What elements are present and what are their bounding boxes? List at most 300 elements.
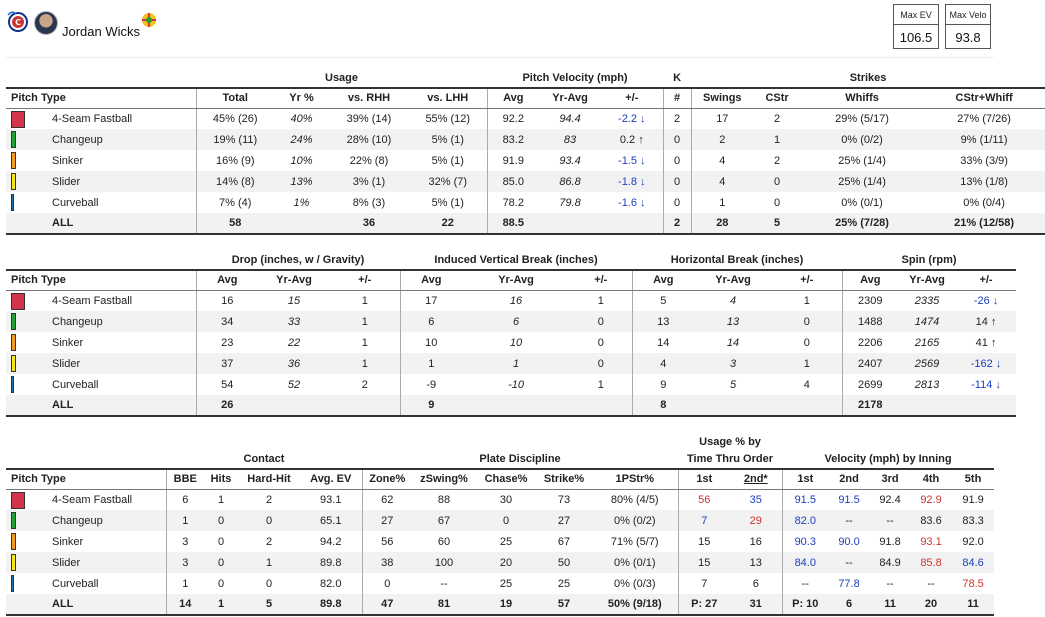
table-row	[6, 374, 1016, 395]
cell-d_diff: 2	[361, 378, 368, 391]
all-cell-yr	[274, 213, 329, 234]
pitch-type-cell	[6, 150, 196, 171]
group-usage: Usage	[325, 72, 359, 84]
pitch-color-swatch	[11, 111, 25, 128]
cell-swings: 17	[691, 108, 753, 129]
col-spin-diff: +/-	[956, 270, 1016, 290]
col-order-2nd: 2nd*	[730, 469, 782, 489]
max-ev-label: Max EV	[900, 10, 932, 20]
cell-o2: 16	[749, 535, 762, 548]
cell-o2: 29	[730, 510, 782, 531]
cell-s_avg: 1488	[842, 311, 898, 332]
cell-strike: 25	[557, 577, 571, 590]
pitch-type-cell	[6, 531, 166, 552]
pitch-type-label: Sinker	[52, 336, 84, 349]
table-row-all	[6, 395, 1016, 416]
cell-k: 0	[663, 171, 691, 192]
cell-zsw: 100	[412, 552, 476, 573]
all-cell-yravg	[539, 213, 601, 234]
cell-i_yr: 6	[462, 311, 570, 332]
pitch-color-swatch	[11, 313, 16, 330]
cell-d_diff: 1	[330, 353, 400, 374]
cell-avg: 91.9	[487, 150, 539, 171]
all-label: ALL	[6, 395, 196, 416]
cell-ev: 89.8	[300, 552, 362, 573]
pitch-type-label: 4-Seam Fastball	[52, 493, 133, 506]
cell-s_diff: 14 ↑	[956, 311, 1016, 332]
cell-o1: 56	[678, 489, 730, 510]
cell-csw: 9% (1/11)	[923, 129, 1045, 150]
cell-h_diff: 0	[803, 336, 810, 349]
badge-icon	[141, 12, 157, 28]
cell-diff: -1.5 ↓	[618, 154, 646, 167]
cell-i_diff: 1	[597, 378, 604, 391]
cell-csw: 27% (7/26)	[957, 112, 1011, 125]
cell-d_yr: 36	[258, 353, 330, 374]
col-inning-2nd: 2nd	[828, 469, 870, 489]
cell-v2: 91.5	[838, 493, 860, 506]
col-vs-rhh: vs. RHH	[329, 88, 409, 108]
cell-swings: 4	[691, 150, 753, 171]
table-row	[6, 531, 994, 552]
all-cell-i_diff	[570, 395, 632, 416]
pitch-type-label: Sinker	[52, 535, 84, 548]
cell-rhh: 3% (1)	[329, 171, 409, 192]
cell-lhh: 55% (12)	[425, 112, 471, 125]
all-cell-hh: 5	[238, 594, 300, 615]
pitch-type-label: Slider	[52, 556, 81, 569]
pitch-type-label: Changeup	[52, 133, 103, 146]
all-cell-cstr: 5	[753, 213, 801, 234]
cell-zone: 38	[362, 552, 412, 573]
all-cell-s_avg: 2178	[842, 395, 898, 416]
cell-v1: 84.0	[782, 552, 828, 573]
cell-hh: 2	[265, 493, 273, 506]
pitch-type-label: Slider	[52, 357, 81, 370]
cell-strike: 27	[536, 510, 592, 531]
pitch-type-cell	[6, 552, 166, 573]
cell-h_diff: 1	[803, 294, 810, 307]
cell-lhh: 5% (1)	[409, 129, 487, 150]
col-hb-avg: Avg	[632, 270, 694, 290]
cell-s_diff: -26 ↓	[973, 294, 999, 307]
cell-i_diff: 1	[597, 294, 604, 307]
table-row	[6, 489, 994, 510]
pitch-type-label: Curveball	[52, 577, 99, 590]
pitch-type-label: 4-Seam Fastball	[52, 294, 133, 307]
cell-v2: --	[828, 552, 870, 573]
all-cell-rhh: 36	[329, 213, 409, 234]
cell-yravg: 93.4	[559, 154, 581, 167]
pitch-type-cell	[6, 290, 196, 311]
cell-h_yr: 13	[694, 311, 772, 332]
cell-yravg: 94.4	[559, 112, 581, 125]
group-velo-by-inning: Velocity (mph) by Inning	[824, 453, 952, 465]
all-cell-avg: 88.5	[487, 213, 539, 234]
col-drop-avg: Avg	[196, 270, 258, 290]
cell-v2: 90.0	[838, 535, 860, 548]
pitch-type-cell	[6, 332, 196, 353]
cell-h_diff: 4	[803, 378, 810, 391]
cell-o2: 13	[730, 552, 782, 573]
cell-s_diff: -114 ↓	[971, 378, 1001, 391]
col-yr-pct: Yr %	[274, 88, 329, 108]
all-cell-total: 58	[196, 213, 274, 234]
cell-bbe: 3	[166, 552, 204, 573]
cell-v3: --	[886, 577, 894, 590]
table-row	[6, 573, 994, 594]
col-order-1st: 1st	[678, 469, 730, 489]
cell-i_diff: 0	[570, 353, 632, 374]
cell-h_diff: 0	[772, 311, 842, 332]
col-1pstr-pct: 1PStr%	[592, 469, 678, 489]
player-name: Jordan Wicks	[62, 24, 141, 39]
cell-diff: -1.6 ↓	[618, 196, 646, 209]
pitch-type-cell	[6, 573, 166, 594]
cell-d_avg: 34	[196, 311, 258, 332]
cell-zsw: 88	[437, 493, 451, 506]
pitch-type-label: Sinker	[52, 154, 84, 167]
group-pitch-velocity: Pitch Velocity (mph)	[522, 72, 628, 84]
pitch-type-label: 4-Seam Fastball	[52, 112, 133, 125]
group-spin: Spin (rpm)	[901, 254, 957, 266]
cell-o2: 35	[749, 493, 762, 506]
col-inning-3rd: 3rd	[870, 469, 910, 489]
cell-total: 16% (9)	[196, 150, 274, 171]
cell-chase: 30	[499, 493, 513, 506]
pitch-type-cell	[6, 192, 196, 213]
all-cell-bbe: 14	[166, 594, 204, 615]
cell-s_yr: 1474	[898, 311, 956, 332]
cell-k: 0	[663, 150, 691, 171]
max-ev-value: 106.5	[899, 30, 933, 45]
cell-d_avg: 37	[196, 353, 258, 374]
all-cell-d_avg: 26	[196, 395, 258, 416]
all-cell-i_yr	[462, 395, 570, 416]
cell-yr: 1%	[293, 196, 310, 209]
table-row	[6, 353, 1016, 374]
cell-p1: 0% (0/2)	[592, 510, 678, 531]
cell-h_yr: 14	[726, 336, 740, 349]
cell-zsw: 67	[412, 510, 476, 531]
cell-d_yr: 15	[287, 294, 301, 307]
col-total: Total	[196, 88, 274, 108]
cell-h_yr: 4	[729, 294, 737, 307]
cell-i_avg: 1	[400, 353, 462, 374]
col-cstr: CStr	[753, 88, 801, 108]
pitch-color-swatch	[11, 355, 16, 372]
cell-v5: 91.9	[962, 493, 984, 506]
group-time-thru-order: Time Thru Order	[687, 453, 774, 465]
cell-diff: 0.2 ↑	[601, 129, 663, 150]
col-velo-avg: Avg	[487, 88, 539, 108]
col-strike-pct: Strike%	[536, 469, 592, 489]
cell-d_avg: 23	[196, 332, 258, 353]
cell-p1: 0% (0/1)	[592, 552, 678, 573]
cell-v5: 83.3	[952, 510, 994, 531]
cell-csw: 33% (3/9)	[960, 154, 1008, 167]
col-whiffs: Whiffs	[801, 88, 923, 108]
cell-d_yr: 33	[258, 311, 330, 332]
table-row-all	[6, 594, 994, 615]
cell-v4: 93.1	[920, 535, 942, 548]
all-cell-v2: 6	[828, 594, 870, 615]
cell-k: 0	[663, 192, 691, 213]
cell-whiffs: 0% (0/2)	[801, 129, 923, 150]
all-cell-lhh: 22	[409, 213, 487, 234]
cell-s_yr: 2335	[914, 294, 940, 307]
group-hbreak: Horizontal Break (inches)	[670, 254, 804, 266]
all-cell-v5: 11	[952, 594, 994, 615]
cell-i_avg: 6	[400, 311, 462, 332]
cell-o1: 7	[678, 510, 730, 531]
cell-i_yr: 10	[509, 336, 523, 349]
cell-h_diff: 1	[772, 353, 842, 374]
col-drop-diff: +/-	[330, 270, 400, 290]
pitch-type-cell	[6, 171, 196, 192]
cell-hh: 2	[265, 535, 273, 548]
cell-strike: 50	[536, 552, 592, 573]
pitch-type-label: Slider	[52, 175, 81, 188]
col-inning-5th: 5th	[952, 469, 994, 489]
movement-spin-table	[6, 249, 1016, 417]
cell-yr: 10%	[290, 154, 313, 167]
group-plate-discipline: Plate Discipline	[479, 453, 561, 465]
group-k: K	[673, 72, 682, 84]
cell-bbe: 3	[166, 531, 204, 552]
cell-i_diff: 0	[570, 311, 632, 332]
cell-yravg: 79.8	[559, 196, 581, 209]
cell-avg: 92.2	[487, 108, 539, 129]
all-cell-v4: 20	[910, 594, 952, 615]
cell-h_yr: 5	[729, 378, 737, 391]
all-cell-s_diff	[956, 395, 1016, 416]
pitch-color-swatch	[11, 492, 25, 509]
cell-s_avg: 2309	[842, 290, 898, 311]
cell-whiffs: 25% (1/4)	[838, 154, 886, 167]
group-usage-by: Usage % by	[699, 436, 761, 448]
col-pitch-type: Pitch Type	[6, 469, 166, 489]
col-csw: CStr+Whiff	[923, 88, 1045, 108]
col-spin-avg: Avg	[842, 270, 898, 290]
col-ivb-diff: +/-	[570, 270, 632, 290]
cell-avg: 78.2	[487, 192, 539, 213]
cell-h_avg: 14	[632, 332, 694, 353]
col-chase-pct: Chase%	[476, 469, 536, 489]
contact-discipline-table	[6, 427, 994, 616]
all-cell-o1: P: 27	[678, 594, 730, 615]
group-drop: Drop (inches, w / Gravity)	[231, 254, 365, 266]
cell-v4: 92.9	[920, 493, 942, 506]
cell-total: 7% (4)	[196, 192, 274, 213]
cell-cstr: 1	[753, 129, 801, 150]
cell-zone: 56	[362, 531, 412, 552]
cell-cstr: 2	[774, 154, 781, 167]
cell-o1: 15	[678, 552, 730, 573]
cell-whiffs: 29% (5/17)	[835, 112, 889, 125]
cell-v3: 92.4	[879, 493, 901, 506]
cell-ev: 93.1	[320, 493, 342, 506]
cell-d_avg: 54	[196, 374, 258, 395]
all-cell-zone: 47	[362, 594, 412, 615]
cell-p1: 71% (5/7)	[610, 535, 659, 548]
cell-s_yr: 2813	[914, 378, 940, 391]
all-cell-v1: P: 10	[782, 594, 828, 615]
cell-v1: 90.3	[782, 531, 828, 552]
pitch-type-cell	[6, 510, 166, 531]
all-cell-s_yr	[898, 395, 956, 416]
cell-hits: 0	[217, 577, 225, 590]
col-zone-pct: Zone%	[362, 469, 412, 489]
cell-v1: 82.0	[782, 510, 828, 531]
all-cell-i_avg: 9	[400, 395, 462, 416]
table-row	[6, 150, 1045, 171]
cell-swings: 4	[691, 171, 753, 192]
cell-h_avg: 9	[632, 374, 694, 395]
cell-strike: 73	[557, 493, 571, 506]
col-avg-ev: Avg. EV	[300, 469, 362, 489]
pitch-color-swatch	[11, 194, 14, 211]
group-ivb: Induced Vertical Break (inches)	[434, 254, 598, 266]
cell-s_avg: 2699	[842, 374, 898, 395]
all-cell-whiffs: 25% (7/28)	[801, 213, 923, 234]
cell-whiffs: 0% (0/1)	[841, 196, 883, 209]
pitch-type-label: Changeup	[52, 514, 103, 527]
cell-swings: 1	[691, 192, 753, 213]
cell-rhh: 8% (3)	[352, 196, 386, 209]
cell-d_diff: 1	[330, 311, 400, 332]
col-hard-hit: Hard-Hit	[238, 469, 300, 489]
cell-hits: 0	[204, 552, 238, 573]
cell-lhh: 5% (1)	[431, 196, 464, 209]
table-row	[6, 311, 1016, 332]
cell-cstr: 0	[774, 196, 781, 209]
all-cell-ev: 89.8	[300, 594, 362, 615]
usage-velocity-table	[6, 67, 1045, 235]
max-ev-box	[893, 4, 939, 49]
cell-chase: 25	[499, 535, 513, 548]
cell-yravg: 83	[539, 129, 601, 150]
cell-csw: 0% (0/4)	[963, 196, 1005, 209]
cell-k: 0	[663, 129, 691, 150]
cell-rhh: 28% (10)	[329, 129, 409, 150]
cell-strike: 67	[557, 535, 571, 548]
all-cell-v3: 11	[870, 594, 910, 615]
cell-s_diff: 41 ↑	[975, 336, 997, 349]
table-row	[6, 171, 1045, 192]
col-vs-lhh: vs. LHH	[409, 88, 487, 108]
col-velo-diff: +/-	[601, 88, 663, 108]
all-cell-d_diff	[330, 395, 400, 416]
col-zswing-pct: zSwing%	[412, 469, 476, 489]
cell-i_yr: -10	[508, 378, 524, 391]
col-hb-yr-avg: Yr-Avg	[694, 270, 772, 290]
cell-v4: 83.6	[910, 510, 952, 531]
pitch-color-swatch	[11, 152, 16, 169]
cell-whiffs: 25% (1/4)	[801, 171, 923, 192]
col-bbe: BBE	[166, 469, 204, 489]
col-drop-yr-avg: Yr-Avg	[258, 270, 330, 290]
cell-hh: 1	[238, 552, 300, 573]
pitch-type-cell	[6, 108, 196, 129]
cell-yr: 40%	[290, 112, 313, 125]
cell-total: 19% (11)	[196, 129, 274, 150]
cell-d_yr: 22	[287, 336, 301, 349]
cell-v5: 78.5	[962, 577, 984, 590]
all-cell-chase: 19	[476, 594, 536, 615]
pitch-type-cell	[6, 311, 196, 332]
all-cell-d_yr	[258, 395, 330, 416]
pitch-color-swatch	[11, 293, 25, 310]
col-pitch-type: Pitch Type	[6, 270, 196, 290]
cell-h_avg: 5	[632, 290, 694, 311]
col-hits: Hits	[204, 469, 238, 489]
cell-zone: 62	[362, 489, 412, 510]
cell-d_yr: 52	[287, 378, 301, 391]
cell-v3: --	[870, 510, 910, 531]
cell-h_avg: 13	[632, 311, 694, 332]
all-cell-csw: 21% (12/58)	[923, 213, 1045, 234]
cell-v1: --	[782, 573, 828, 594]
cell-hits: 1	[217, 493, 225, 506]
cell-zone: 0	[362, 573, 412, 594]
cell-bbe: 6	[166, 489, 204, 510]
cell-lhh: 32% (7)	[409, 171, 487, 192]
cell-v3: 91.8	[879, 535, 901, 548]
table-row	[6, 108, 1045, 129]
cell-chase: 0	[476, 510, 536, 531]
pitch-color-swatch	[11, 575, 14, 592]
col-ivb-avg: Avg	[400, 270, 462, 290]
cell-yr: 13%	[274, 171, 329, 192]
col-ivb-yr-avg: Yr-Avg	[462, 270, 570, 290]
all-label: ALL	[6, 213, 196, 234]
pitch-type-label: Changeup	[52, 315, 103, 328]
cell-hh: 0	[265, 577, 273, 590]
col-inning-4th: 4th	[910, 469, 952, 489]
pitch-color-swatch	[11, 376, 14, 393]
cell-v2: 77.8	[838, 577, 860, 590]
cell-yr: 24%	[274, 129, 329, 150]
all-label: ALL	[6, 594, 166, 615]
svg-text:C: C	[15, 18, 21, 27]
table-row	[6, 192, 1045, 213]
all-cell-h_diff	[772, 395, 842, 416]
max-velo-value: 93.8	[955, 30, 981, 45]
cell-v4: --	[927, 577, 935, 590]
cell-i_avg: 10	[400, 332, 462, 353]
cell-ev: 82.0	[320, 577, 342, 590]
cell-s_diff: -162 ↓	[956, 353, 1016, 374]
all-cell-p1: 50% (9/18)	[592, 594, 678, 615]
cell-diff: -2.2 ↓	[618, 112, 646, 125]
cell-total: 14% (8)	[196, 171, 274, 192]
max-velo-box	[945, 4, 991, 49]
cell-bbe: 1	[166, 510, 204, 531]
group-strikes: Strikes	[849, 72, 887, 84]
all-cell-hits: 1	[204, 594, 238, 615]
col-velo-yr-avg: Yr-Avg	[539, 88, 601, 108]
pitch-color-swatch	[11, 334, 16, 351]
all-cell-k: 2	[663, 213, 691, 234]
table-row	[6, 510, 994, 531]
pitch-type-cell	[6, 374, 196, 395]
cell-v1: 91.5	[782, 489, 828, 510]
pitch-type-label: Curveball	[52, 196, 99, 209]
team-logo-icon	[6, 9, 30, 33]
pitch-color-swatch	[11, 512, 16, 529]
all-cell-diff	[601, 213, 663, 234]
